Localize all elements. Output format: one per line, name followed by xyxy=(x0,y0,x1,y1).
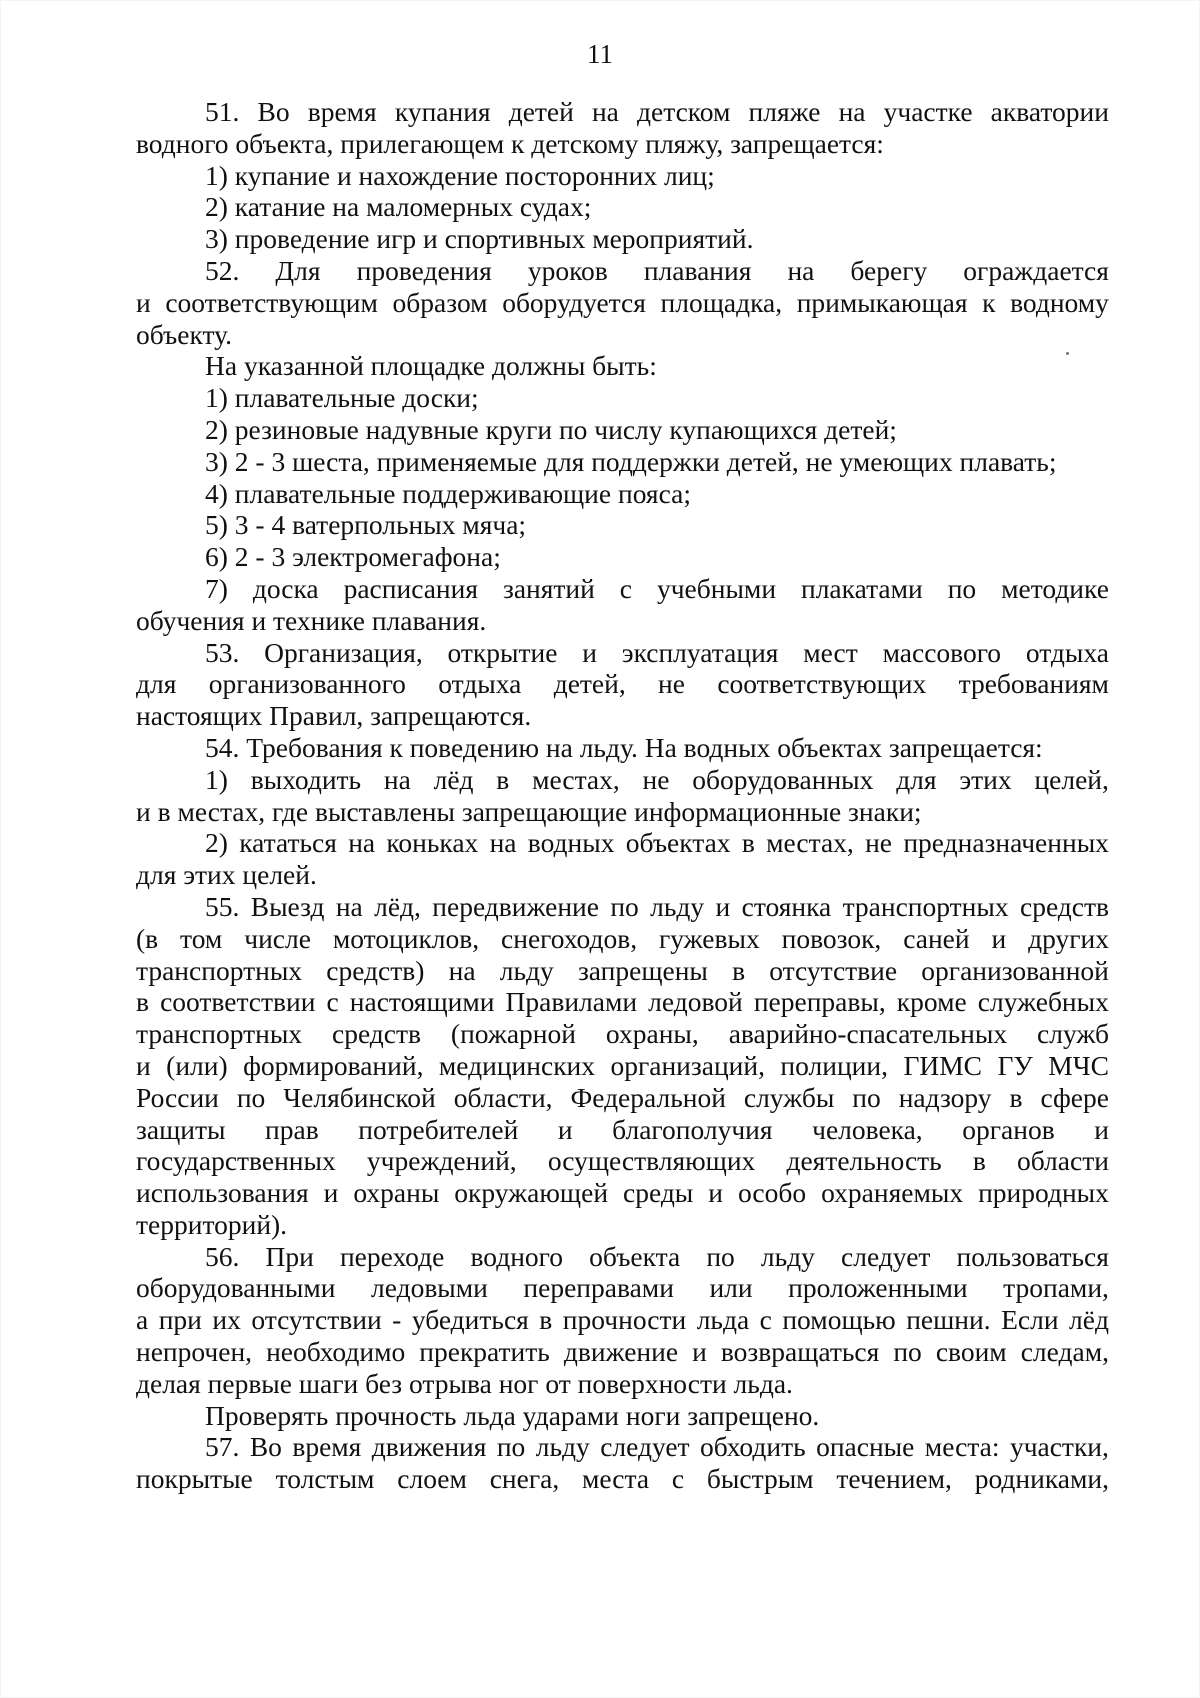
text-line: 1) выходить на лёд в местах, не оборудованных для этих целей, xyxy=(205,763,1109,795)
text-line: а при их отсутствии - убедиться в прочности льда с помощью пешни. Если лёд xyxy=(136,1304,1109,1336)
text-line: 56. При переходе водного объекта по льду следует пользоваться xyxy=(205,1240,1109,1272)
text-line: для этих целей. xyxy=(136,859,317,891)
text-line: обучения и технике плавания. xyxy=(136,604,487,636)
text-line: 7) доска расписания занятий с учебными плакатами по методике xyxy=(205,572,1109,604)
text-line: 2) резиновые надувные круги по числу купающихся детей; xyxy=(205,413,897,445)
text-line: 3) проведение игр и спортивных мероприятий. xyxy=(205,223,754,255)
text-line: Проверять прочность льда ударами ноги запрещено. xyxy=(205,1399,820,1431)
text-line: 3) 2 - 3 шеста, применяемые для поддержки детей, не умеющих плавать; xyxy=(205,445,1057,477)
text-line: 5) 3 - 4 ватерпольных мяча; xyxy=(205,509,527,541)
text-line: 2) кататься на коньках на водных объектах в местах, не предназначенных xyxy=(205,827,1109,859)
document-body xyxy=(136,96,1109,1495)
text-line: 57. Во время движения по льду следует обходить опасные места: участки, xyxy=(205,1431,1109,1463)
text-line: и (или) формирований, медицинских организаций, полиции, ГИМС ГУ МЧС xyxy=(136,1049,1109,1081)
text-line: покрытые толстым слоем снега, места с быстрым течением, родниками, xyxy=(136,1463,1109,1495)
text-line: оборудованными ледовыми переправами или проложенными тропами, xyxy=(136,1272,1109,1304)
text-line: в соответствии с настоящими Правилами ледовой переправы, кроме служебных xyxy=(136,986,1109,1018)
text-line: 2) катание на маломерных судах; xyxy=(205,191,592,223)
text-line: 51. Во время купания детей на детском пляже на участке акватории xyxy=(205,96,1109,127)
text-line: защиты прав потребителей и благополучия человека, органов и xyxy=(136,1113,1109,1145)
text-line: и соответствующим образом оборудуется площадка, примыкающая к водному xyxy=(136,286,1109,318)
text-line: для организованного отдыха детей, не соответствующих требованиям xyxy=(136,668,1109,700)
text-line: транспортных средств) на льду запрещены в отсутствие организованной xyxy=(136,954,1109,986)
text-line: На указанной площадке должны быть: xyxy=(205,350,657,382)
text-line: непрочен, необходимо прекратить движение и возвращаться по своим следам, xyxy=(136,1336,1109,1368)
text-line: 1) купание и нахождение посторонних лиц; xyxy=(205,159,715,191)
text-line: 54. Требования к поведению на льду. На водных объектах запрещается: xyxy=(205,731,1043,763)
scan-speck xyxy=(1066,352,1069,355)
text-line: делая первые шаги без отрыва ног от поверхности льда. xyxy=(136,1367,793,1399)
text-line: и в местах, где выставлены запрещающие информационные знаки; xyxy=(136,795,922,827)
text-line: 1) плавательные доски; xyxy=(205,382,479,414)
text-line: объекту. xyxy=(136,318,233,350)
text-line: использования и охраны окружающей среды и особо охраняемых природных xyxy=(136,1177,1109,1209)
text-line: 55. Выезд на лёд, передвижение по льду и стоянка транспортных средств xyxy=(205,890,1109,922)
page-number: 11 xyxy=(587,39,613,69)
text-line: 6) 2 - 3 электромегафона; xyxy=(205,541,501,573)
text-line: водного объекта, прилегающем к детскому пляжу, запрещается: xyxy=(136,127,884,159)
text-line: транспортных средств (пожарной охраны, аварийно-спасательных служб xyxy=(136,1018,1109,1050)
text-line: территорий). xyxy=(136,1208,288,1240)
text-line: 4) плавательные поддерживающие пояса; xyxy=(205,477,691,509)
text-line: 53. Организация, открытие и эксплуатация мест массового отдыха xyxy=(205,636,1109,668)
text-line: 52. Для проведения уроков плавания на берегу ограждается xyxy=(205,254,1109,286)
text-line: (в том числе мотоциклов, снегоходов, гужевых повозок, саней и других xyxy=(136,922,1109,954)
text-line: настоящих Правил, запрещаются. xyxy=(136,700,532,732)
text-line: России по Челябинской области, Федеральной службы по надзору в сфере xyxy=(136,1081,1109,1113)
text-line: государственных учреждений, осуществляющих деятельность в области xyxy=(136,1145,1109,1177)
